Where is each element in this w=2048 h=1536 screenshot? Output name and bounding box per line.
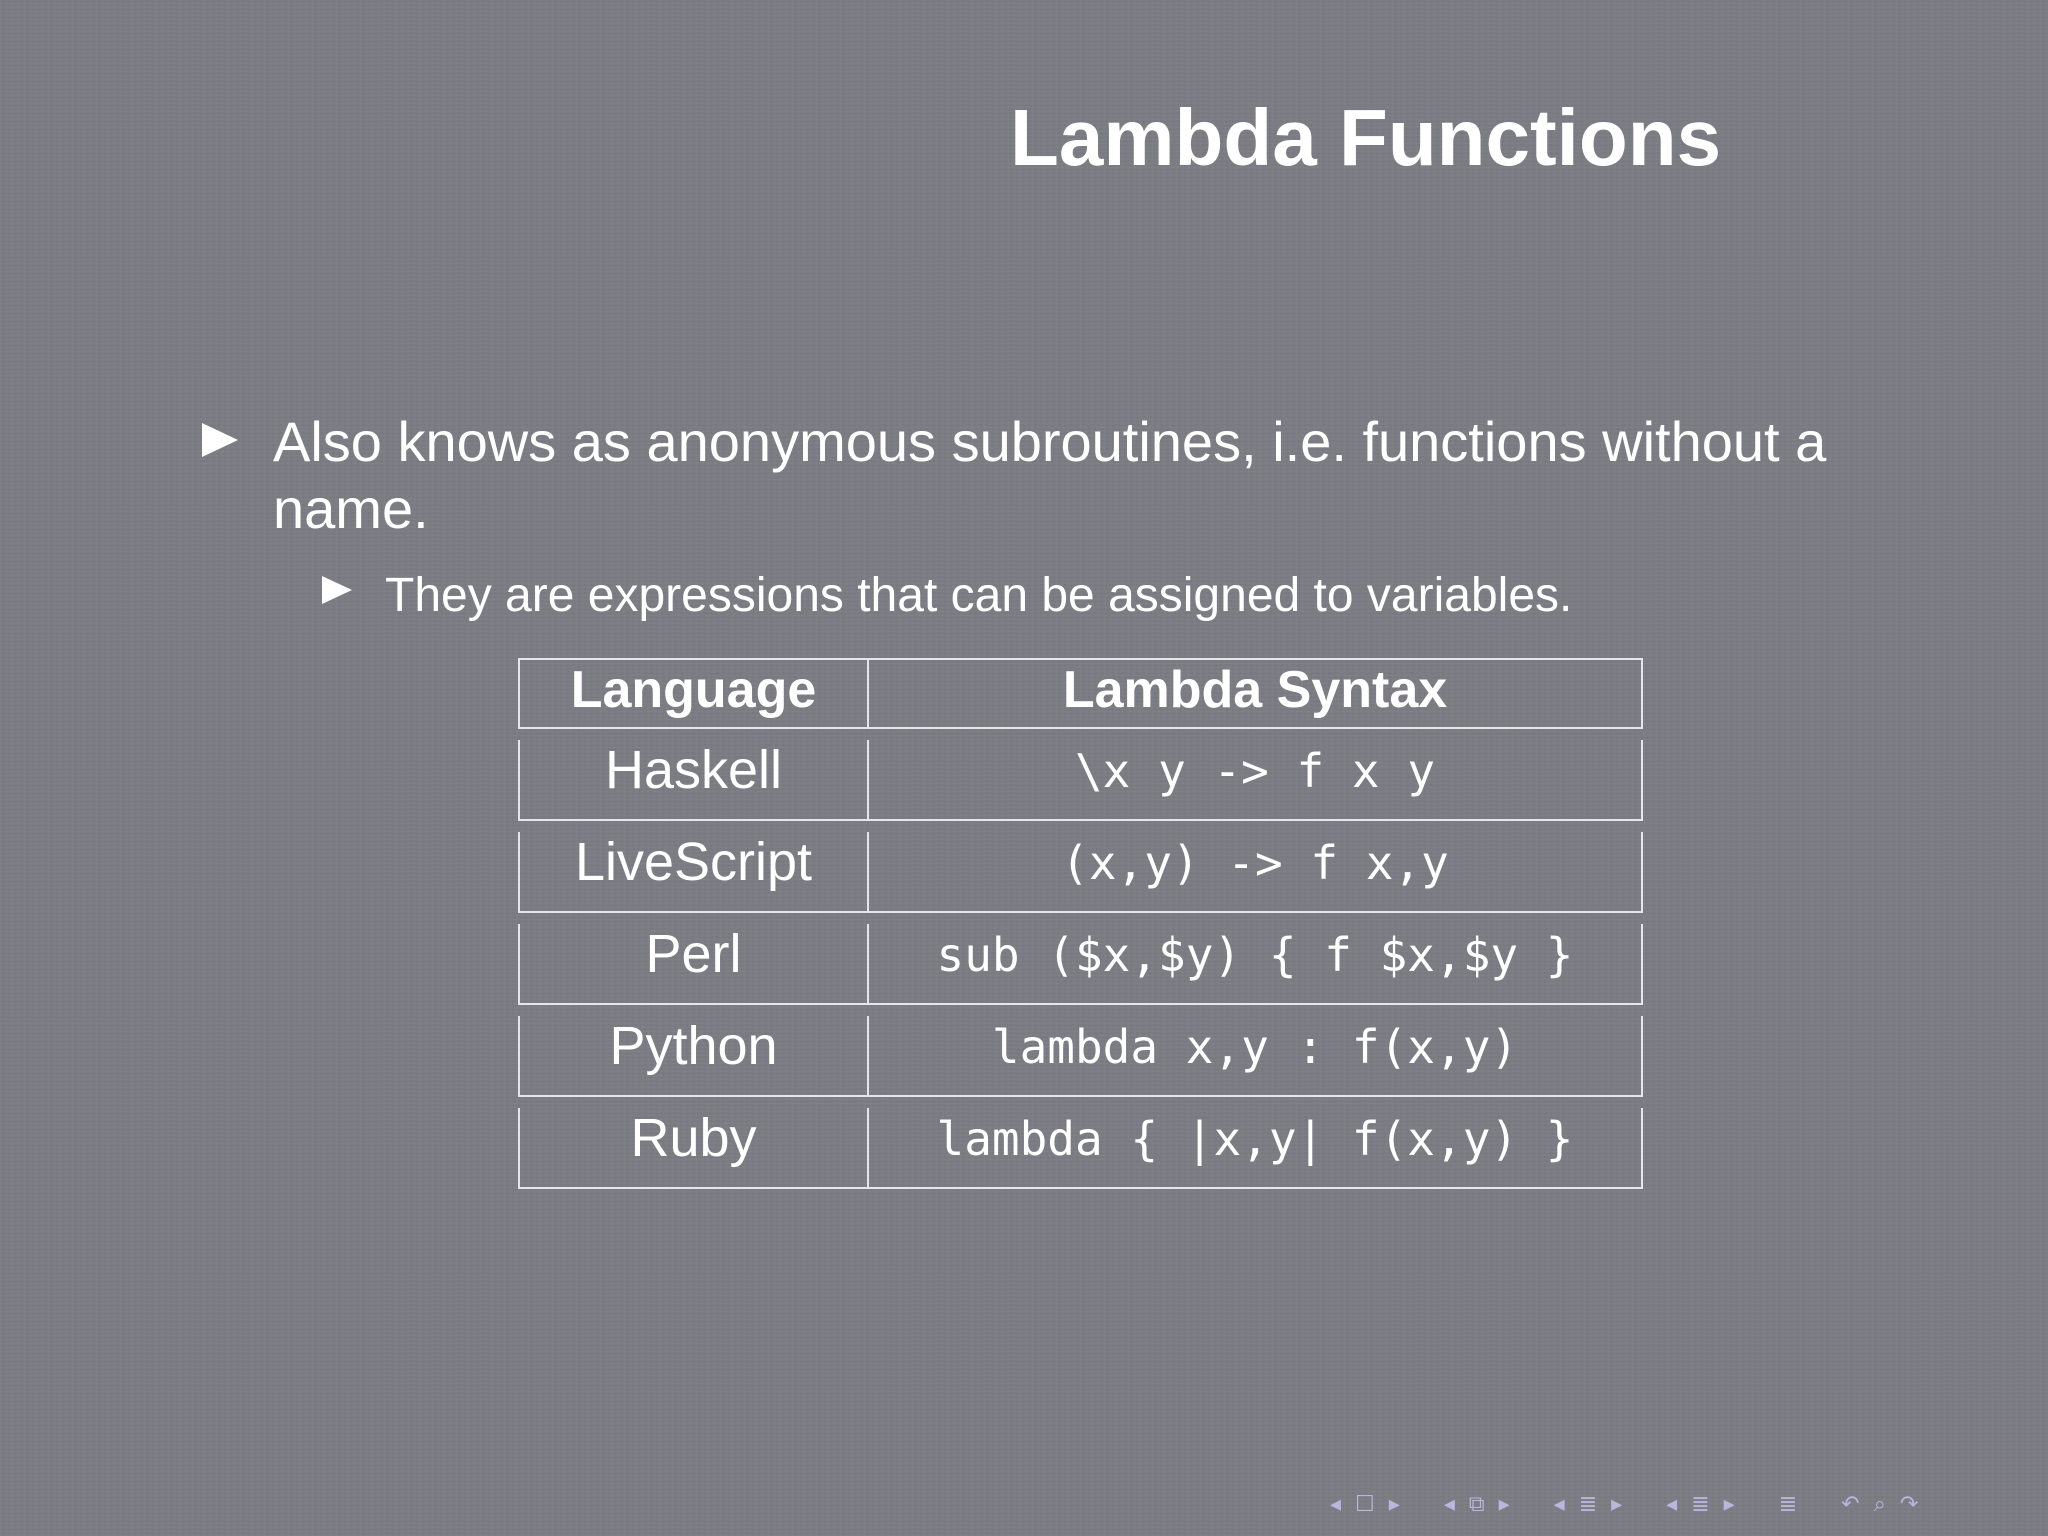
section-icon[interactable]: ≣ <box>1578 1492 1598 1517</box>
language-cell: Python <box>520 1016 869 1095</box>
prev-frame-arrow-icon[interactable]: ◂ <box>1330 1492 1342 1517</box>
language-cell: Haskell <box>520 740 869 819</box>
syntax-cell: \x y -> f x y <box>1074 744 1436 798</box>
prev-subsection-arrow-icon[interactable]: ◂ <box>1443 1492 1455 1517</box>
toc-icon[interactable]: ≣ <box>1778 1492 1798 1517</box>
table-row <box>518 924 1643 1005</box>
table-row <box>518 740 1643 821</box>
prev-part-arrow-icon[interactable]: ◂ <box>1666 1492 1678 1517</box>
table-row <box>518 832 1643 913</box>
subsection-icon[interactable]: ⧉ <box>1468 1492 1485 1517</box>
forward-icon[interactable]: ↷ <box>1899 1492 1919 1517</box>
language-cell: LiveScript <box>520 832 869 911</box>
frame-icon[interactable]: ☐ <box>1355 1492 1375 1517</box>
back-icon[interactable]: ↶ <box>1841 1492 1860 1517</box>
beamer-navigation-bar <box>1330 1490 1932 1520</box>
bullet-triangle-icon <box>202 423 238 457</box>
header-language: Language <box>520 660 869 727</box>
syntax-cell: (x,y) -> f x,y <box>1061 836 1449 890</box>
next-subsection-arrow-icon[interactable]: ▸ <box>1498 1492 1510 1517</box>
prev-section-arrow-icon[interactable]: ◂ <box>1553 1492 1565 1517</box>
syntax-cell: sub ($x,$y) { f $x,$y } <box>936 928 1574 982</box>
table-row <box>518 1108 1643 1189</box>
syntax-cell: lambda { |x,y| f(x,y) } <box>936 1112 1574 1166</box>
sub-bullet-text: They are expressions that can be assigned to variables. <box>385 569 1573 622</box>
next-frame-arrow-icon[interactable]: ▸ <box>1388 1492 1400 1517</box>
header-lambda-syntax: Lambda Syntax <box>1062 661 1448 719</box>
slide-title: Lambda Functions <box>1010 93 1722 182</box>
next-part-arrow-icon[interactable]: ▸ <box>1723 1492 1735 1517</box>
part-icon[interactable]: ≣ <box>1691 1492 1710 1517</box>
bullet-triangle-icon <box>322 576 352 604</box>
bullet-text: Also knows as anonymous subroutines, i.e. functions without a name. <box>273 410 1827 540</box>
language-cell: Perl <box>520 924 869 1003</box>
table-header-row <box>518 658 1643 729</box>
language-cell: Ruby <box>520 1108 869 1187</box>
table-row <box>518 1016 1643 1097</box>
syntax-cell: lambda x,y : f(x,y) <box>991 1020 1519 1074</box>
next-section-arrow-icon[interactable]: ▸ <box>1611 1492 1623 1517</box>
search-icon[interactable]: ⌕ <box>1873 1492 1886 1517</box>
